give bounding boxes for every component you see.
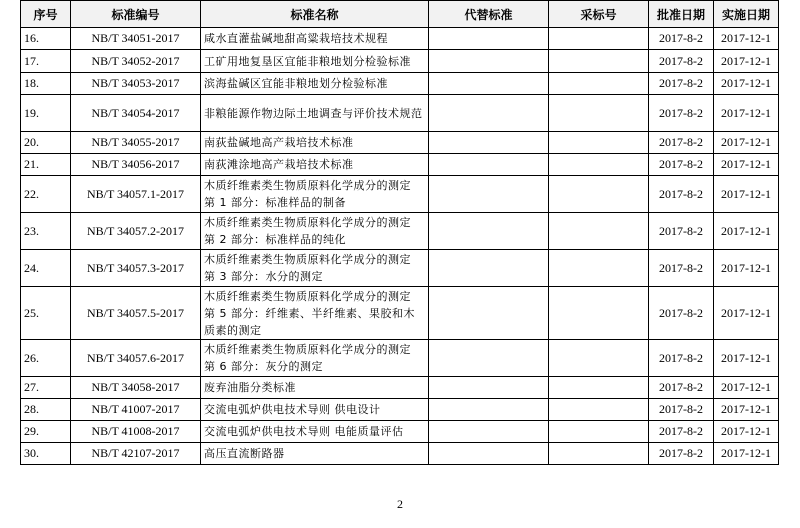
standard-name: 交流电弧炉供电技术导则 电能质量评估 (201, 421, 429, 443)
standards-table (20, 0, 779, 465)
standard-name: 工矿用地复垦区宜能非粮地划分检验标准 (201, 50, 429, 73)
standard-name: 木质纤维素类生物质原料化学成分的测定 第 2 部分：标准样品的纯化 (201, 213, 429, 250)
effective-date: 2017-12-1 (714, 421, 779, 443)
replaced-standard (429, 340, 549, 377)
effective-date: 2017-12-1 (714, 50, 779, 73)
standard-code: NB/T 34052-2017 (71, 50, 201, 73)
effective-date: 2017-12-1 (714, 154, 779, 176)
replaced-standard (429, 95, 549, 132)
replaced-standard (429, 443, 549, 465)
adopted-standard (549, 132, 649, 154)
adopted-standard (549, 213, 649, 250)
row-number: 17. (21, 50, 71, 73)
approval-date: 2017-8-2 (649, 28, 714, 50)
page-number: 2 (397, 497, 403, 511)
row-number: 16. (21, 28, 71, 50)
header-replaces: 代替标准 (429, 1, 549, 28)
table-row (21, 340, 779, 377)
table-row (21, 213, 779, 250)
table-row (21, 287, 779, 340)
row-number: 22. (21, 176, 71, 213)
approval-date: 2017-8-2 (649, 421, 714, 443)
standard-name: 交流电弧炉供电技术导则 供电设计 (201, 399, 429, 421)
standard-code: NB/T 34058-2017 (71, 377, 201, 399)
approval-date: 2017-8-2 (649, 50, 714, 73)
standard-name: 废弃油脂分类标准 (201, 377, 429, 399)
effective-date: 2017-12-1 (714, 250, 779, 287)
standard-code: NB/T 34054-2017 (71, 95, 201, 132)
row-number: 18. (21, 73, 71, 95)
replaced-standard (429, 213, 549, 250)
replaced-standard (429, 154, 549, 176)
standard-code: NB/T 34056-2017 (71, 154, 201, 176)
standard-code: NB/T 34053-2017 (71, 73, 201, 95)
header-approved: 批准日期 (649, 1, 714, 28)
replaced-standard (429, 50, 549, 73)
effective-date: 2017-12-1 (714, 399, 779, 421)
standard-code: NB/T 34057.6-2017 (71, 340, 201, 377)
table-row (21, 50, 779, 73)
effective-date: 2017-12-1 (714, 377, 779, 399)
table-row (21, 95, 779, 132)
row-number: 24. (21, 250, 71, 287)
standard-name: 非粮能源作物边际土地调查与评价技术规范 (201, 95, 429, 132)
effective-date: 2017-12-1 (714, 28, 779, 50)
approval-date: 2017-8-2 (649, 213, 714, 250)
standard-name: 木质纤维素类生物质原料化学成分的测定 第 3 部分：水分的测定 (201, 250, 429, 287)
row-number: 29. (21, 421, 71, 443)
row-number: 20. (21, 132, 71, 154)
standard-name: 南荻盐碱地高产栽培技术标准 (201, 132, 429, 154)
approval-date: 2017-8-2 (649, 287, 714, 340)
approval-date: 2017-8-2 (649, 132, 714, 154)
standard-name: 高压直流断路器 (201, 443, 429, 465)
standard-code: NB/T 41007-2017 (71, 399, 201, 421)
table-row (21, 443, 779, 465)
replaced-standard (429, 73, 549, 95)
table-row (21, 73, 779, 95)
header-no: 序号 (21, 1, 71, 28)
standard-code: NB/T 42107-2017 (71, 443, 201, 465)
effective-date: 2017-12-1 (714, 287, 779, 340)
table-row (21, 154, 779, 176)
row-number: 23. (21, 213, 71, 250)
standard-code: NB/T 34057.5-2017 (71, 287, 201, 340)
effective-date: 2017-12-1 (714, 176, 779, 213)
header-effective: 实施日期 (714, 1, 779, 28)
replaced-standard (429, 377, 549, 399)
table-row (21, 421, 779, 443)
effective-date: 2017-12-1 (714, 340, 779, 377)
adopted-standard (549, 443, 649, 465)
standard-code: NB/T 34057.3-2017 (71, 250, 201, 287)
standard-name: 滨海盐碱区宜能非粮地划分检验标准 (201, 73, 429, 95)
row-number: 28. (21, 399, 71, 421)
approval-date: 2017-8-2 (649, 176, 714, 213)
row-number: 30. (21, 443, 71, 465)
standard-code: NB/T 34057.2-2017 (71, 213, 201, 250)
table-body (21, 28, 779, 465)
approval-date: 2017-8-2 (649, 340, 714, 377)
standard-name: 木质纤维素类生物质原料化学成分的测定 第 6 部分：灰分的测定 (201, 340, 429, 377)
standard-code: NB/T 34057.1-2017 (71, 176, 201, 213)
adopted-standard (549, 73, 649, 95)
approval-date: 2017-8-2 (649, 73, 714, 95)
effective-date: 2017-12-1 (714, 213, 779, 250)
adopted-standard (549, 50, 649, 73)
replaced-standard (429, 399, 549, 421)
header-code: 标准编号 (71, 1, 201, 28)
standard-name: 木质纤维素类生物质原料化学成分的测定 第 5 部分：纤维素、半纤维素、果胶和木质素的测定 (201, 287, 429, 340)
adopted-standard (549, 250, 649, 287)
replaced-standard (429, 28, 549, 50)
effective-date: 2017-12-1 (714, 73, 779, 95)
table-header-row (21, 1, 779, 28)
adopted-standard (549, 154, 649, 176)
row-number: 19. (21, 95, 71, 132)
row-number: 27. (21, 377, 71, 399)
row-number: 26. (21, 340, 71, 377)
standard-code: NB/T 34051-2017 (71, 28, 201, 50)
standard-name: 木质纤维素类生物质原料化学成分的测定 第 1 部分：标准样品的制备 (201, 176, 429, 213)
table-row (21, 399, 779, 421)
standard-name: 咸水直灌盐碱地甜高粱栽培技术规程 (201, 28, 429, 50)
approval-date: 2017-8-2 (649, 154, 714, 176)
header-adopted: 采标号 (549, 1, 649, 28)
adopted-standard (549, 421, 649, 443)
table-row (21, 377, 779, 399)
table-row (21, 28, 779, 50)
approval-date: 2017-8-2 (649, 95, 714, 132)
replaced-standard (429, 176, 549, 213)
effective-date: 2017-12-1 (714, 443, 779, 465)
adopted-standard (549, 28, 649, 50)
header-name: 标准名称 (201, 1, 429, 28)
row-number: 25. (21, 287, 71, 340)
replaced-standard (429, 250, 549, 287)
replaced-standard (429, 287, 549, 340)
approval-date: 2017-8-2 (649, 399, 714, 421)
replaced-standard (429, 132, 549, 154)
table-row (21, 250, 779, 287)
adopted-standard (549, 287, 649, 340)
row-number: 21. (21, 154, 71, 176)
standard-code: NB/T 41008-2017 (71, 421, 201, 443)
effective-date: 2017-12-1 (714, 95, 779, 132)
adopted-standard (549, 95, 649, 132)
approval-date: 2017-8-2 (649, 377, 714, 399)
standard-code: NB/T 34055-2017 (71, 132, 201, 154)
replaced-standard (429, 421, 549, 443)
standard-name: 南荻滩涂地高产栽培技术标准 (201, 154, 429, 176)
approval-date: 2017-8-2 (649, 250, 714, 287)
adopted-standard (549, 176, 649, 213)
effective-date: 2017-12-1 (714, 132, 779, 154)
table-row (21, 132, 779, 154)
approval-date: 2017-8-2 (649, 443, 714, 465)
adopted-standard (549, 340, 649, 377)
adopted-standard (549, 399, 649, 421)
adopted-standard (549, 377, 649, 399)
table-row (21, 176, 779, 213)
